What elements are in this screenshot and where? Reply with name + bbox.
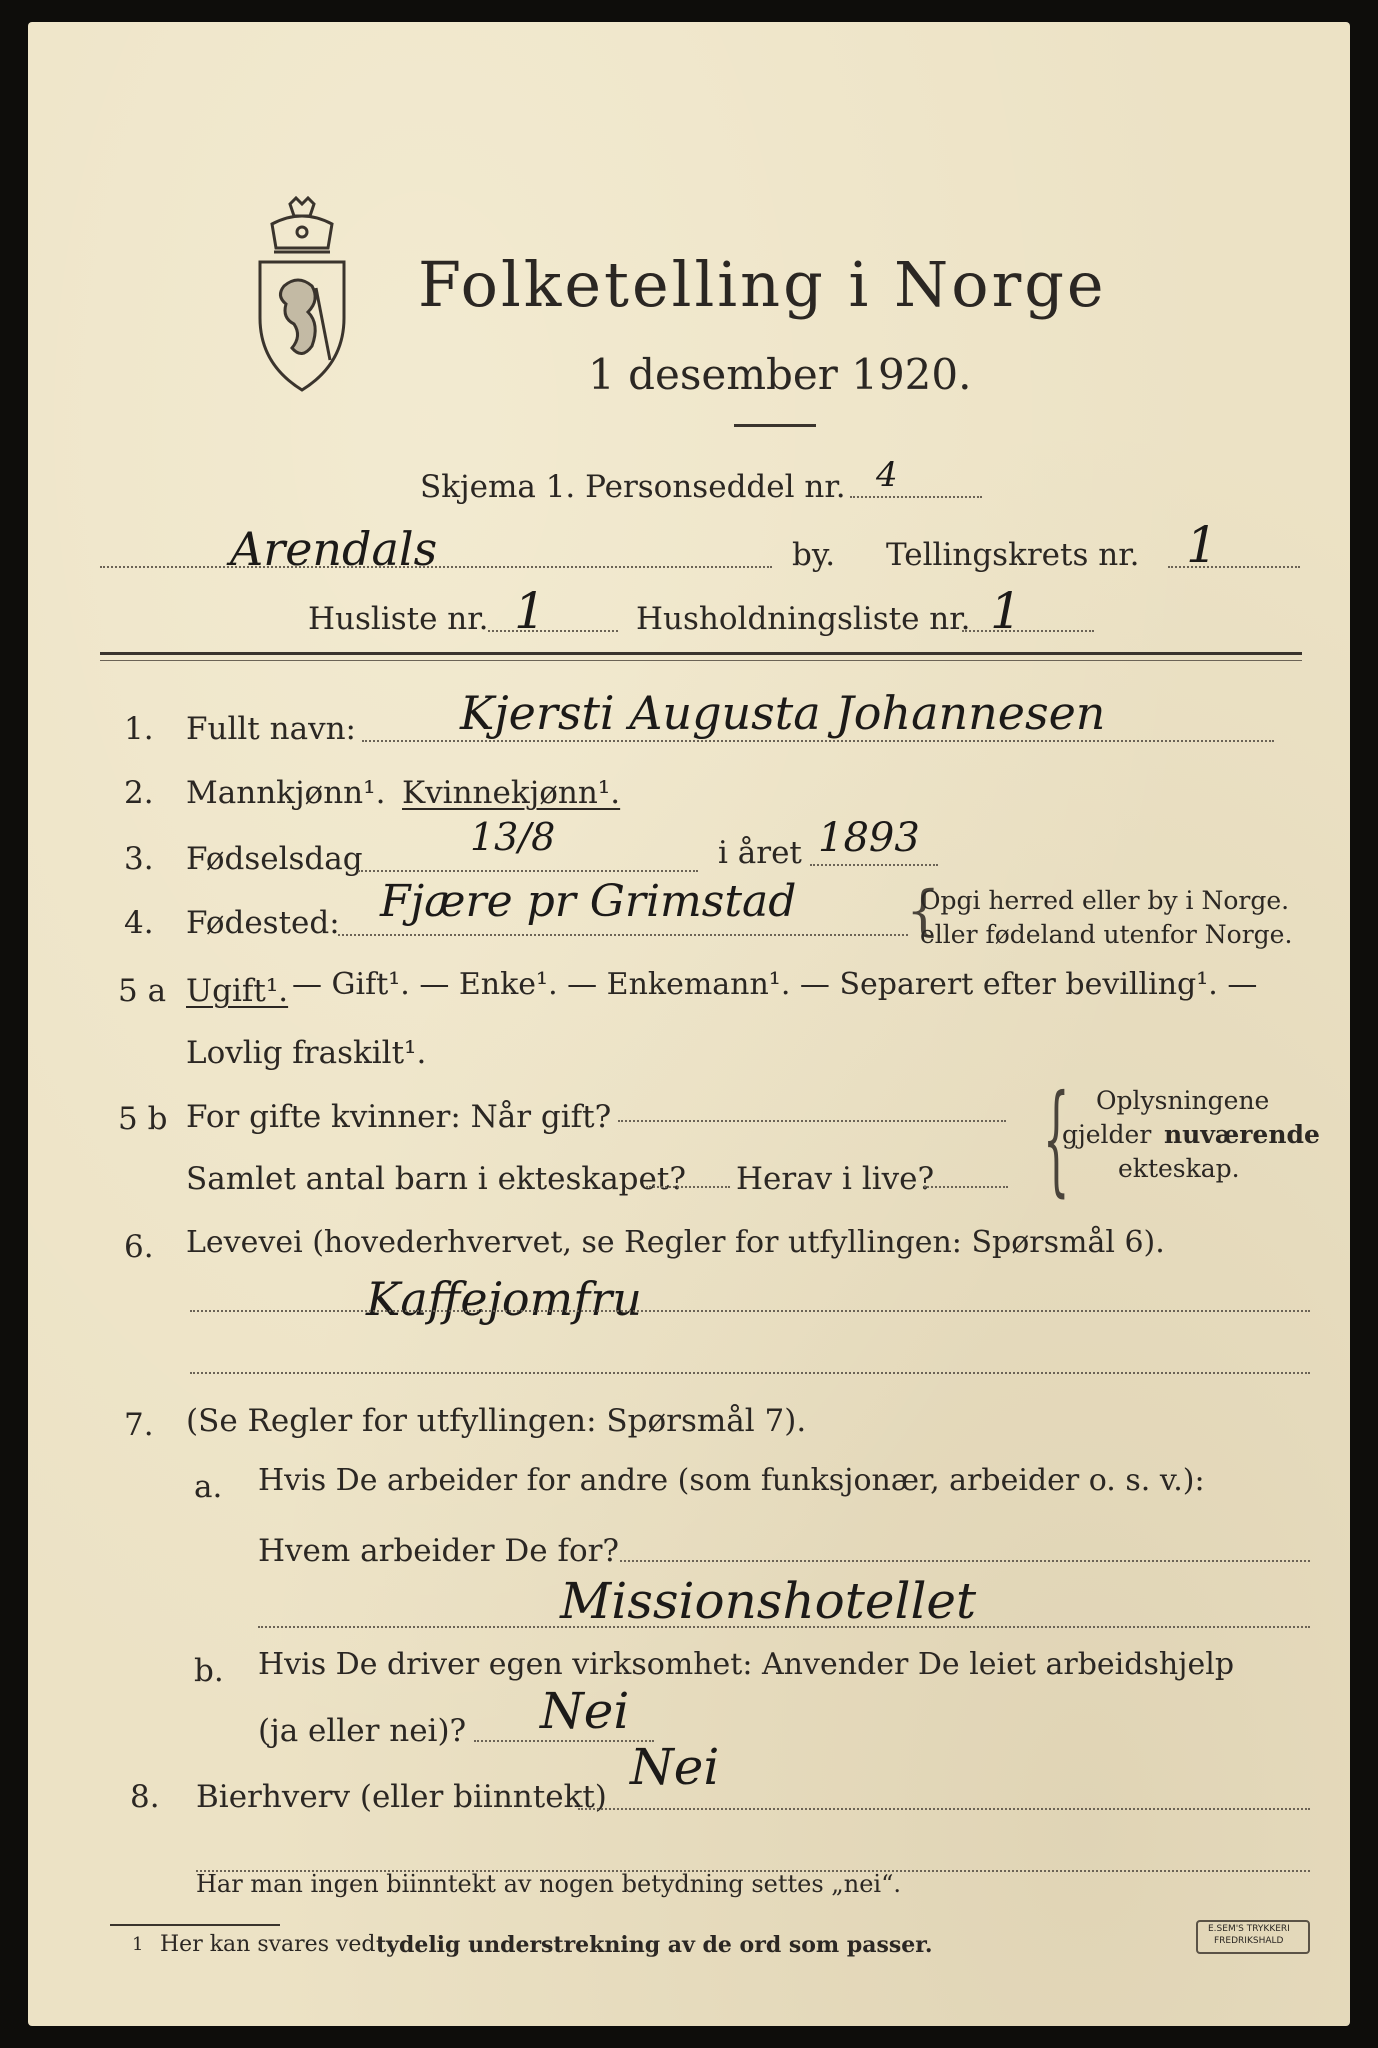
q7a-letter: a. — [194, 1469, 223, 1505]
footnote-rule — [110, 1924, 280, 1926]
footnote-number: 1 — [132, 1934, 144, 1955]
q7-number: 7. — [124, 1407, 154, 1443]
printer-line2: FREDRIKSHALD — [1214, 1936, 1284, 1946]
q2-female-option: Kvinnekjønn¹. — [402, 775, 621, 811]
q8-number: 8. — [130, 1779, 160, 1815]
printer-line1: E.SEM'S TRYKKERI — [1208, 1924, 1290, 1934]
q7b-label: Hvis De driver egen virksomhet: Anvender De leiet arbeidshjelp — [258, 1647, 1235, 1682]
q4-note-line1: Opgi herred eller by i Norge. — [920, 886, 1290, 915]
q5a-number: 5 a — [118, 973, 167, 1009]
q1-full-name-value: Kjersti Augusta Johannesen — [460, 686, 1106, 740]
q3-label: Fødselsdag — [186, 841, 363, 877]
footer-note: Har man ingen biinntekt av nogen betydning settes „nei“. — [196, 1870, 901, 1898]
q4-number: 4. — [124, 905, 154, 941]
form-title: Folketelling i Norge — [418, 248, 1107, 321]
husliste-value: 1 — [514, 582, 546, 640]
section-divider — [100, 652, 1302, 655]
q2-male-option: Mannkjønn¹. — [186, 775, 386, 811]
census-date: 1 desember 1920. — [588, 350, 972, 399]
bracket-icon: { — [1042, 1070, 1070, 1209]
q4-label: Fødested: — [186, 905, 340, 941]
by-label: by. — [792, 537, 836, 573]
town-value: Arendals — [230, 522, 438, 576]
q2-number: 2. — [124, 775, 154, 811]
q5b-note-line1: Oplysningene — [1096, 1086, 1270, 1115]
header-divider — [734, 424, 816, 427]
q5b-number: 5 b — [118, 1101, 168, 1137]
q7a-label2: Hvem arbeider De for? — [258, 1533, 620, 1569]
q5a-other-options: — Gift¹. — Enke¹. — Enkemann¹. — Separert efter bevilling¹. — — [292, 967, 1258, 1002]
footnote-bold-text: tydelig understrekning av de ord som passer. — [376, 1932, 933, 1958]
q7a-employer-value: Missionshotellet — [560, 1572, 977, 1630]
tellingskrets-value: 1 — [1186, 516, 1218, 574]
bracket-icon: { — [906, 879, 941, 942]
norwegian-coat-of-arms-icon — [250, 196, 354, 394]
q7a-label: Hvis De arbeider for andre (som funksjonær, arbeider o. s. v.): — [258, 1463, 1205, 1498]
q7b-value: Nei — [540, 1682, 630, 1740]
q5b-note-line3: ekteskap. — [1118, 1154, 1240, 1183]
q6-label: Levevei (hovederhvervet, se Regler for utfyllingen: Spørsmål 6). — [186, 1225, 1165, 1260]
q7b-letter: b. — [194, 1653, 224, 1689]
q3-year-label: i året — [718, 835, 802, 871]
husliste-label: Husliste nr. — [308, 601, 489, 637]
personseddel-label: Skjema 1. Personseddel nr. — [420, 469, 846, 505]
tellingskrets-label: Tellingskrets nr. — [886, 537, 1140, 573]
q5b-alive-label: Herav i live? — [736, 1161, 935, 1197]
q7-label: (Se Regler for utfyllingen: Spørsmål 7). — [186, 1403, 807, 1439]
q1-label: Fullt navn: — [186, 711, 356, 747]
q1-number: 1. — [124, 711, 154, 747]
q5b-note-line2a: gjelder — [1062, 1120, 1152, 1149]
q3-day-value: 13/8 — [470, 815, 556, 859]
q8-label: Bierhverv (eller biinntekt) — [196, 1779, 607, 1815]
footnote-text: Her kan svares ved — [160, 1932, 376, 1957]
q5b-note-line2b: nuværende — [1164, 1120, 1320, 1149]
q5b-label: For gifte kvinner: Når gift? — [186, 1099, 612, 1135]
census-form — [28, 22, 1350, 2026]
q6-occupation-value: Kaffejomfru — [366, 1272, 642, 1326]
q4-birthplace-value: Fjære pr Grimstad — [380, 876, 797, 927]
q5a-ugift-option: Ugift¹. — [186, 973, 289, 1009]
q4-note-line2: eller fødeland utenfor Norge. — [920, 920, 1293, 949]
personseddel-value: 4 — [876, 455, 898, 495]
q6-number: 6. — [124, 1229, 154, 1265]
q5a-line2: Lovlig fraskilt¹. — [186, 1035, 427, 1071]
q8-value: Nei — [630, 1738, 720, 1796]
q7b-label2: (ja eller nei)? — [258, 1713, 467, 1749]
husholdningsliste-value: 1 — [990, 582, 1022, 640]
q3-number: 3. — [124, 841, 154, 877]
q5b-children-label: Samlet antal barn i ekteskapet? — [186, 1161, 686, 1197]
q3-year-value: 1893 — [818, 815, 920, 861]
husholdningsliste-label: Husholdningsliste nr. — [636, 601, 971, 637]
